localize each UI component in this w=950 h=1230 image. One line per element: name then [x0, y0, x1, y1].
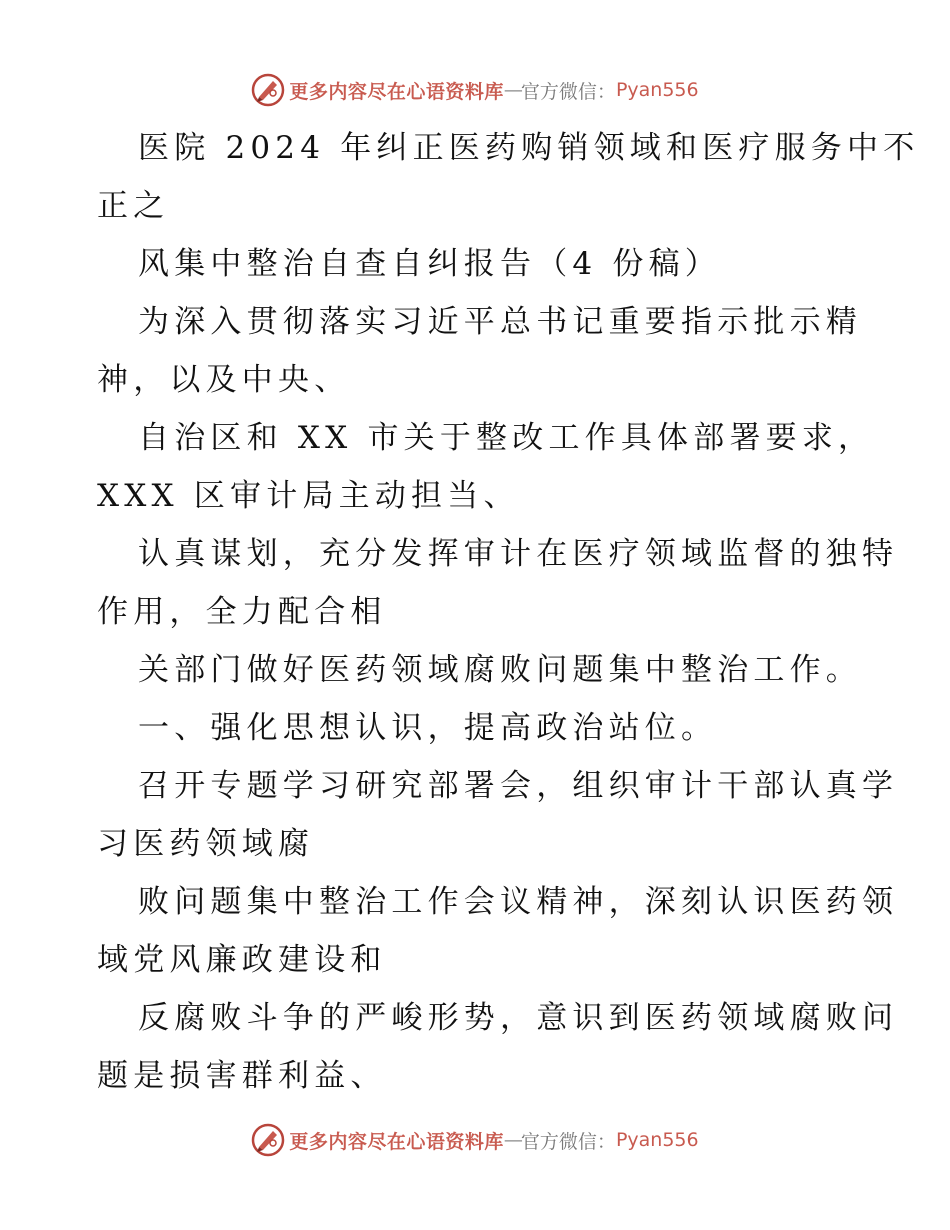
text-line: 召开专题学习研究部署会，组织审计干部认真学 — [138, 768, 899, 804]
text-line: 为深入贯彻落实习近平总书记重要指示批示精 — [138, 304, 862, 340]
text-line: XXX 区审计局主动担当、 — [97, 478, 520, 514]
text-line: 作用，全力配合相 — [97, 594, 387, 630]
text-line: 医院 2024 年纠正医药购销领域和医疗服务中不 — [138, 130, 920, 166]
watermark-handle: Pyan556 — [615, 79, 699, 101]
watermark-sub-text: 官方微信： — [520, 80, 616, 103]
watermark-dash: — — [503, 79, 521, 101]
text-line: 自治区和 XX 市关于整改工作具体部署要求， — [138, 420, 875, 456]
fox-pen-logo-icon — [251, 1123, 285, 1157]
watermark-sub-text: 官方微信： — [520, 1130, 616, 1153]
fox-pen-logo-icon — [251, 73, 285, 107]
text-line: 神，以及中央、 — [97, 362, 351, 398]
watermark-main-text: 更多内容尽在心语资料库 — [289, 1130, 504, 1153]
text-line: 域党风廉政建设和 — [97, 942, 387, 978]
text-line: 关部门做好医药领域腐败问题集中整治工作。 — [138, 652, 862, 688]
text-line: 正之 — [97, 188, 170, 224]
text-line: 一、强化思想认识，提高政治站位。 — [138, 710, 718, 746]
text-line: 风集中整治自查自纠报告（4 份稿） — [138, 246, 721, 282]
text-line: 反腐败斗争的严峻形势，意识到医药领域腐败问 — [138, 1000, 899, 1036]
watermark-header — [0, 70, 950, 110]
text-line: 题是损害群利益、 — [97, 1058, 387, 1094]
watermark-footer — [0, 1120, 950, 1160]
text-line: 败问题集中整治工作会议精神，深刻认识医药领 — [138, 884, 899, 920]
watermark-handle: Pyan556 — [615, 1129, 699, 1151]
watermark-main-text: 更多内容尽在心语资料库 — [289, 80, 504, 103]
text-line: 认真谋划，充分发挥审计在医疗领域监督的独特 — [138, 536, 899, 572]
watermark-dash: — — [503, 1129, 521, 1151]
text-line: 习医药领域腐 — [97, 826, 315, 862]
